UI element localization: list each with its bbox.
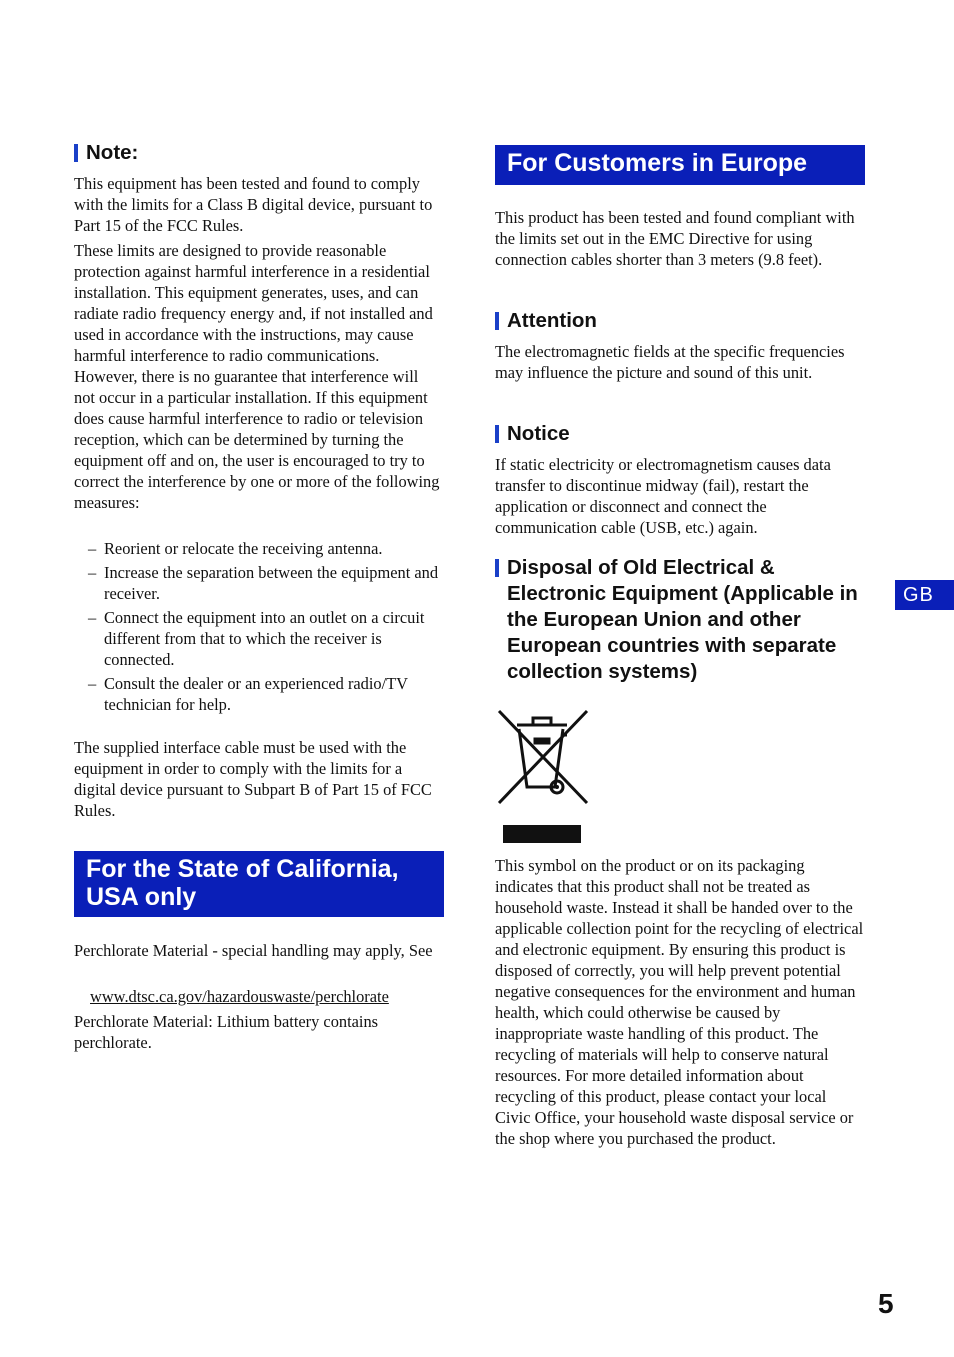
heading-marker <box>74 144 78 162</box>
list-item: – Connect the equipment into an outlet on a circuit different from that to which the receiver is connected. <box>88 608 425 669</box>
attention-paragraph: The electromagnetic fields at the specific frequencies may influence the picture and sound of this unit. <box>495 342 845 382</box>
notice-heading-text: Notice <box>507 422 570 445</box>
note-paragraph-2: These limits are designed to provide reasonable protection against harmful interference in a residential installation. This equipment generates, uses, and can radiate radio frequency energy and, if not installed and used in accordance with the instructions, may cause harmful interference to radio communications. However, there is no guarantee that interference will not occur in a particular installation. If this equipment does cause harmful interference to radio or television reception, which can be determined by turning the equipment off and on, the user is encouraged to try to correct the interference by one or more of the following measures: <box>74 241 440 512</box>
interference-measures-list <box>74 538 442 718</box>
list-item: – Reorient or relocate the receiving antenna. <box>88 539 383 558</box>
list-item: – Increase the separation between the equipment and receiver. <box>88 563 439 603</box>
perchlorate-paragraph-2: Perchlorate Material: Lithium battery contains perchlorate. <box>74 1012 379 1052</box>
attention-heading <box>495 308 877 334</box>
heading-marker <box>495 559 499 577</box>
disposal-paragraph: This symbol on the product or on its packaging indicates that this product shall not be treated as household waste. Instead it shall be handed over to the applicable collection point for the recycling of electrical and electronic equipment. By ensuring this product is disposed of correctly, you will help prevent potential negative consequences for the environment and human health, which could otherwise be caused by inappropriate waste handling of this product. The recycling of materials will help to conserve natural resources. For more detailed information about recycling of this product, please contact your local Civic Office, your household waste disposal service or the shop where you purchased the product. <box>495 856 864 1148</box>
disposal-heading-text: Disposal of Old Electrical & Electronic Equipment (Applicable in the European Union and other European countries with separate collection systems) <box>507 556 858 683</box>
page-number: 5 <box>878 1288 894 1319</box>
disposal-heading <box>495 555 865 685</box>
europe-section-heading: For Customers in Europe <box>495 145 865 185</box>
notice-paragraph: If static electricity or electromagnetism causes data transfer to discontinue midway (fail), restart the application or disconnect and connect the communication cable (USB, etc.) again. <box>495 455 831 537</box>
language-tab-gb: GB <box>895 580 954 610</box>
notice-heading <box>495 421 877 447</box>
cable-paragraph: The supplied interface cable must be used with the equipment in order to comply with the limits for a digital device pursuant to Subpart B of Part 15 of FCC Rules. <box>74 738 432 820</box>
list-item: – Consult the dealer or an experienced radio/TV technician for help. <box>88 674 408 714</box>
note-heading <box>74 140 454 166</box>
note-paragraph-1: This equipment has been tested and found to comply with the limits for a Class B digital device, pursuant to Part 15 of the FCC Rules. <box>74 174 433 235</box>
perchlorate-paragraph-1: Perchlorate Material - special handling may apply, See <box>74 941 433 960</box>
heading-marker <box>495 425 499 443</box>
california-section-heading: For the State of California, USA only <box>74 851 444 917</box>
note-heading-text: Note: <box>86 141 139 164</box>
europe-paragraph: This product has been tested and found compliant with the limits set out in the EMC Directive for using connection cables shorter than 3 meters (9.8 feet). <box>495 208 855 269</box>
perchlorate-link[interactable]: www.dtsc.ca.gov/hazardouswaste/perchlorate <box>90 987 389 1006</box>
heading-marker <box>495 312 499 330</box>
attention-heading-text: Attention <box>507 309 597 332</box>
crossed-out-wheelie-bin-icon <box>495 707 591 847</box>
